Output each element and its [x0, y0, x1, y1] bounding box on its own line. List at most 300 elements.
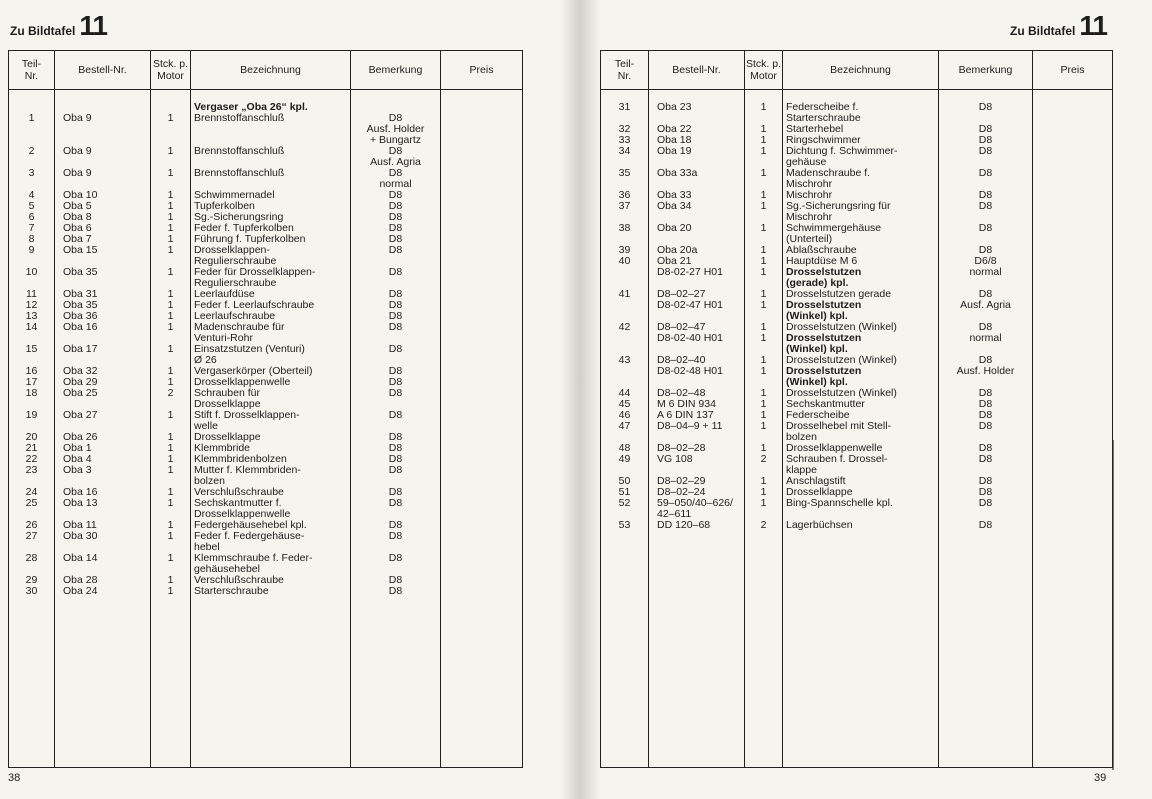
part-number: 26: [9, 520, 55, 531]
part-description: Lagerbüchsen: [783, 520, 939, 531]
remark: D8: [351, 487, 441, 498]
order-number: Oba 9: [55, 146, 151, 168]
part-number: 17: [9, 377, 55, 388]
table-row: [601, 355, 1113, 366]
right-page: [600, 0, 1152, 799]
part-description: Starterhebel: [783, 124, 939, 135]
table-row: [601, 454, 1113, 476]
part-number: 23: [9, 465, 55, 487]
quantity-per-engine: 1: [151, 366, 191, 377]
part-number: 19: [9, 410, 55, 432]
part-description: Drosselstutzen (Winkel) kpl.: [783, 300, 939, 322]
order-number: Oba 19: [649, 146, 745, 168]
remark: D8: [351, 322, 441, 344]
price: [441, 553, 523, 575]
table-row: [9, 146, 523, 168]
part-number: 52: [601, 498, 649, 520]
price: [441, 410, 523, 432]
order-number: A 6 DIN 137: [649, 410, 745, 421]
order-number: Oba 17: [55, 344, 151, 366]
book-gutter: [560, 0, 600, 799]
order-number: Oba 30: [55, 531, 151, 553]
remark: D8: [351, 454, 441, 465]
filler-cell: [441, 597, 523, 768]
filler-cell: [191, 597, 351, 768]
price: [441, 267, 523, 289]
part-description: Drosselklappen- Regulierschraube: [191, 245, 351, 267]
table-row: [9, 465, 523, 487]
quantity-per-engine: 1: [745, 190, 783, 201]
quantity-per-engine: 1: [745, 498, 783, 520]
part-number: 21: [9, 443, 55, 454]
table-row: [9, 531, 523, 553]
remark: normal: [939, 267, 1033, 289]
part-description: Drosselklappenwelle: [191, 377, 351, 388]
quantity-per-engine: 1: [745, 245, 783, 256]
part-description: Stift f. Drosselklappen- welle: [191, 410, 351, 432]
part-number: 11: [9, 289, 55, 300]
page-number: 39: [1094, 772, 1107, 784]
quantity-per-engine: 1: [745, 223, 783, 245]
price: [441, 113, 523, 146]
part-description: Feder für Drosselklappen- Regulierschraube: [191, 267, 351, 289]
order-number: DD 120–68: [649, 520, 745, 531]
part-description: Feder f. Leerlaufschraube: [191, 300, 351, 311]
remark: D8: [939, 399, 1033, 410]
order-number: Oba 23: [649, 90, 745, 125]
remark: D8: [351, 245, 441, 267]
order-number: Oba 3: [55, 465, 151, 487]
page-number: 38: [8, 772, 21, 784]
order-number: 59–050/40–626/ 42–611: [649, 498, 745, 520]
quantity-per-engine: 1: [745, 388, 783, 399]
order-number: D8-02-27 H01: [649, 267, 745, 289]
order-number: D8-02-40 H01: [649, 333, 745, 355]
part-number: 5: [9, 201, 55, 212]
part-description: Schrauben f. Drossel- klappe: [783, 454, 939, 476]
price: [441, 366, 523, 377]
remark: D8: [351, 344, 441, 366]
quantity-per-engine: 1: [151, 520, 191, 531]
remark: D8: [939, 289, 1033, 300]
table-row: [601, 201, 1113, 223]
table-row: [9, 267, 523, 289]
table-row: [9, 113, 523, 146]
quantity-per-engine: 1: [151, 267, 191, 289]
table-row: [601, 168, 1113, 190]
col-bezeichnung: Bezeichnung: [783, 51, 939, 90]
quantity-per-engine: 1: [745, 256, 783, 267]
remark: D8: [351, 432, 441, 443]
quantity-per-engine: 1: [745, 146, 783, 168]
price: [1033, 245, 1113, 256]
remark: D8: [939, 135, 1033, 146]
part-number: 2: [9, 146, 55, 168]
remark: D8: [939, 124, 1033, 135]
remark: D8: [351, 377, 441, 388]
quantity-per-engine: 1: [745, 355, 783, 366]
part-number: 50: [601, 476, 649, 487]
part-number: 18: [9, 388, 55, 410]
remark: D8: [351, 531, 441, 553]
remark: D8: [351, 553, 441, 575]
order-number: Oba 1: [55, 443, 151, 454]
quantity-per-engine: 1: [151, 190, 191, 201]
order-number: D8–02–48: [649, 388, 745, 399]
quantity-per-engine: 1: [745, 267, 783, 289]
order-number: M 6 DIN 934: [649, 399, 745, 410]
quantity-per-engine: 1: [151, 575, 191, 586]
order-number: Oba 4: [55, 454, 151, 465]
table-row: [601, 146, 1113, 168]
part-description: Ablaßschraube: [783, 245, 939, 256]
remark: D8 normal: [351, 168, 441, 190]
order-number: Oba 7: [55, 234, 151, 245]
quantity-per-engine: 1: [151, 465, 191, 487]
order-number: Oba 14: [55, 553, 151, 575]
remark: D8: [351, 300, 441, 311]
price: [441, 212, 523, 223]
table-row: [9, 366, 523, 377]
quantity-per-engine: 1: [745, 399, 783, 410]
part-number: 48: [601, 443, 649, 454]
quantity-per-engine: 1: [745, 322, 783, 333]
remark: D8: [351, 267, 441, 289]
part-description: Drosselhebel mit Stell- bolzen: [783, 421, 939, 443]
table-row: [601, 300, 1113, 322]
remark: D8: [351, 520, 441, 531]
part-description: Dichtung f. Schwimmer- gehäuse: [783, 146, 939, 168]
quantity-per-engine: 1: [151, 454, 191, 465]
quantity-per-engine: 1: [151, 344, 191, 366]
filler-cell: [601, 531, 649, 768]
order-number: Oba 22: [649, 124, 745, 135]
part-number: 24: [9, 487, 55, 498]
remark: Ausf. Agria: [939, 300, 1033, 322]
quantity-per-engine: 1: [151, 113, 191, 146]
order-number: Oba 16: [55, 487, 151, 498]
price: [441, 223, 523, 234]
part-description: Klemmbride: [191, 443, 351, 454]
part-number: 33: [601, 135, 649, 146]
order-number: Oba 8: [55, 212, 151, 223]
part-description: Verschlußschraube: [191, 575, 351, 586]
price: [441, 311, 523, 322]
order-number: D8–02–28: [649, 443, 745, 454]
col-bemerkung: Bemerkung: [939, 51, 1033, 90]
part-number: [601, 366, 649, 388]
order-number: Oba 34: [649, 201, 745, 223]
part-number: 53: [601, 520, 649, 531]
table-row: [601, 135, 1113, 146]
price: [441, 300, 523, 311]
part-description: Drosselklappenwelle: [783, 443, 939, 454]
part-description: Mutter f. Klemmbriden- bolzen: [191, 465, 351, 487]
part-number: 40: [601, 256, 649, 267]
remark: D8 Ausf. Agria: [351, 146, 441, 168]
price: [441, 190, 523, 201]
quantity-per-engine: 2: [151, 388, 191, 410]
order-number: D8–04–9 + 11: [649, 421, 745, 443]
part-description: Drosselstutzen (Winkel) kpl.: [783, 366, 939, 388]
table-row: [9, 201, 523, 212]
part-number: 49: [601, 454, 649, 476]
part-number: [601, 300, 649, 322]
price: [1033, 410, 1113, 421]
price: [441, 234, 523, 245]
table-row: [9, 520, 523, 531]
part-number: 36: [601, 190, 649, 201]
col-bemerkung: Bemerkung: [351, 51, 441, 90]
part-description: Brennstoffanschluß: [191, 168, 351, 190]
table-row: [601, 267, 1113, 289]
part-description: Verschlußschraube: [191, 487, 351, 498]
col-bestell-nr: Bestell-Nr.: [55, 51, 151, 90]
part-number: [601, 267, 649, 289]
remark: D8: [939, 190, 1033, 201]
table-row: [601, 90, 1113, 125]
order-number: D8–02–47: [649, 322, 745, 333]
order-number: Oba 20: [649, 223, 745, 245]
filler-cell: [9, 597, 55, 768]
quantity-per-engine: 1: [151, 212, 191, 223]
remark: D8: [939, 487, 1033, 498]
remark: D8: [351, 190, 441, 201]
quantity-per-engine: 1: [151, 443, 191, 454]
quantity-per-engine: 1: [745, 289, 783, 300]
order-number: Oba 36: [55, 311, 151, 322]
remark: D8: [351, 366, 441, 377]
price: [1033, 454, 1113, 476]
quantity-per-engine: 1: [151, 322, 191, 344]
right-page-header: [1010, 10, 1107, 42]
header-label: Zu Bildtafel: [10, 24, 76, 38]
quantity-per-engine: 1: [151, 289, 191, 300]
remark: D8: [351, 289, 441, 300]
remark: normal: [939, 333, 1033, 355]
quantity-per-engine: 2: [745, 520, 783, 531]
remark: D8: [351, 410, 441, 432]
remark: D8: [351, 311, 441, 322]
part-number: [9, 90, 55, 114]
quantity-per-engine: 1: [745, 476, 783, 487]
price: [441, 168, 523, 190]
order-number: [55, 90, 151, 114]
table-row: [601, 487, 1113, 498]
remark: D8: [939, 90, 1033, 125]
part-description: Feder f. Tupferkolben: [191, 223, 351, 234]
part-number: 37: [601, 201, 649, 223]
part-number: 35: [601, 168, 649, 190]
price: [1033, 520, 1113, 531]
remark: D8: [351, 575, 441, 586]
part-number: 32: [601, 124, 649, 135]
order-number: Oba 35: [55, 267, 151, 289]
part-description: Madenschraube für Venturi-Rohr: [191, 322, 351, 344]
table-row: [9, 234, 523, 245]
part-description: Klemmschraube f. Feder- gehäusehebel: [191, 553, 351, 575]
order-number: Oba 25: [55, 388, 151, 410]
order-number: D8–02–40: [649, 355, 745, 366]
price: [441, 498, 523, 520]
part-number: 6: [9, 212, 55, 223]
part-description: Federgehäusehebel kpl.: [191, 520, 351, 531]
table-row: [601, 366, 1113, 388]
price: [1033, 223, 1113, 245]
table-row: [9, 212, 523, 223]
quantity-per-engine: 1: [745, 201, 783, 223]
quantity-per-engine: 1: [745, 333, 783, 355]
quantity-per-engine: 1: [151, 498, 191, 520]
left-page: [0, 0, 560, 799]
part-description: Drosselstutzen (Winkel) kpl.: [783, 333, 939, 355]
part-number: 41: [601, 289, 649, 300]
left-parts-table: [8, 50, 523, 768]
part-number: 12: [9, 300, 55, 311]
table-row: [9, 223, 523, 234]
part-number: 22: [9, 454, 55, 465]
part-number: 38: [601, 223, 649, 245]
part-description: Ringschwimmer: [783, 135, 939, 146]
order-number: Oba 31: [55, 289, 151, 300]
part-description: Drosselstutzen (gerade) kpl.: [783, 267, 939, 289]
remark: D8: [939, 201, 1033, 223]
remark: D8: [939, 454, 1033, 476]
part-number: 20: [9, 432, 55, 443]
price: [441, 443, 523, 454]
price: [441, 586, 523, 597]
part-number: 3: [9, 168, 55, 190]
part-number: 31: [601, 90, 649, 125]
quantity-per-engine: [151, 90, 191, 114]
part-description: Leerlaufschraube: [191, 311, 351, 322]
remark: D8: [351, 201, 441, 212]
price: [1033, 146, 1113, 168]
order-number: Oba 18: [649, 135, 745, 146]
part-description: Feder f. Federgehäuse- hebel: [191, 531, 351, 553]
order-number: Oba 35: [55, 300, 151, 311]
price: [1033, 443, 1113, 454]
table-row: [9, 432, 523, 443]
table-row: [9, 443, 523, 454]
part-description: Schwimmernadel: [191, 190, 351, 201]
price: [441, 575, 523, 586]
order-number: Oba 26: [55, 432, 151, 443]
price: [1033, 256, 1113, 267]
quantity-per-engine: 2: [745, 454, 783, 476]
order-number: Oba 24: [55, 586, 151, 597]
part-description: Anschlagstift: [783, 476, 939, 487]
price: [1033, 399, 1113, 410]
price: [1033, 267, 1113, 289]
col-preis: Preis: [441, 51, 523, 90]
part-number: 14: [9, 322, 55, 344]
part-number: 16: [9, 366, 55, 377]
quantity-per-engine: 1: [151, 553, 191, 575]
order-number: Oba 32: [55, 366, 151, 377]
table-row: [9, 300, 523, 311]
remark: D8: [351, 465, 441, 487]
table-row: [601, 476, 1113, 487]
part-number: 25: [9, 498, 55, 520]
order-number: D8–02–27: [649, 289, 745, 300]
table-row: [601, 322, 1113, 333]
quantity-per-engine: 1: [745, 421, 783, 443]
price: [441, 289, 523, 300]
part-number: 10: [9, 267, 55, 289]
price: [441, 322, 523, 344]
order-number: D8-02-48 H01: [649, 366, 745, 388]
col-preis: Preis: [1033, 51, 1113, 90]
part-number: 4: [9, 190, 55, 201]
price: [1033, 289, 1113, 300]
part-description: Sechskantmutter f. Drosselklappenwelle: [191, 498, 351, 520]
part-number: 34: [601, 146, 649, 168]
part-description: Sg.-Sicherungsring: [191, 212, 351, 223]
table-row: [9, 553, 523, 575]
part-description: Leerlaufdüse: [191, 289, 351, 300]
table-header-row: [9, 51, 523, 90]
part-description: Drosselstutzen gerade: [783, 289, 939, 300]
order-number: Oba 16: [55, 322, 151, 344]
price: [1033, 135, 1113, 146]
price: [1033, 190, 1113, 201]
price: [441, 531, 523, 553]
quantity-per-engine: 1: [151, 223, 191, 234]
table-row: [9, 410, 523, 432]
part-description: Drosselstutzen (Winkel): [783, 388, 939, 399]
quantity-per-engine: 1: [745, 168, 783, 190]
quantity-per-engine: 1: [151, 146, 191, 168]
part-description: Vergaser „Oba 26“ kpl.: [191, 90, 351, 114]
table-row: [601, 245, 1113, 256]
price: [441, 465, 523, 487]
filler-cell: [939, 531, 1033, 768]
quantity-per-engine: 1: [745, 410, 783, 421]
plate-number: 11: [1079, 10, 1107, 41]
part-description: Sechskantmutter: [783, 399, 939, 410]
table-row: [601, 421, 1113, 443]
table-row: [9, 388, 523, 410]
filler-cell: [351, 597, 441, 768]
part-description: Tupferkolben: [191, 201, 351, 212]
filler-cell: [1033, 531, 1113, 768]
price: [441, 90, 523, 114]
order-number: Oba 5: [55, 201, 151, 212]
part-number: 27: [9, 531, 55, 553]
order-number: Oba 27: [55, 410, 151, 432]
table-row: [601, 190, 1113, 201]
order-number: Oba 29: [55, 377, 151, 388]
price: [1033, 168, 1113, 190]
quantity-per-engine: 1: [745, 366, 783, 388]
table-row: [9, 454, 523, 465]
price: [441, 344, 523, 366]
price: [441, 520, 523, 531]
quantity-per-engine: 1: [151, 168, 191, 190]
table-row: [601, 289, 1113, 300]
remark: D8: [939, 476, 1033, 487]
filler-cell: [745, 531, 783, 768]
part-number: 15: [9, 344, 55, 366]
remark: D8: [351, 212, 441, 223]
col-stck: Stck. p. Motor: [745, 51, 783, 90]
quantity-per-engine: 1: [151, 432, 191, 443]
remark: D8: [939, 322, 1033, 333]
quantity-per-engine: 1: [151, 531, 191, 553]
price: [441, 454, 523, 465]
table-row: [9, 190, 523, 201]
